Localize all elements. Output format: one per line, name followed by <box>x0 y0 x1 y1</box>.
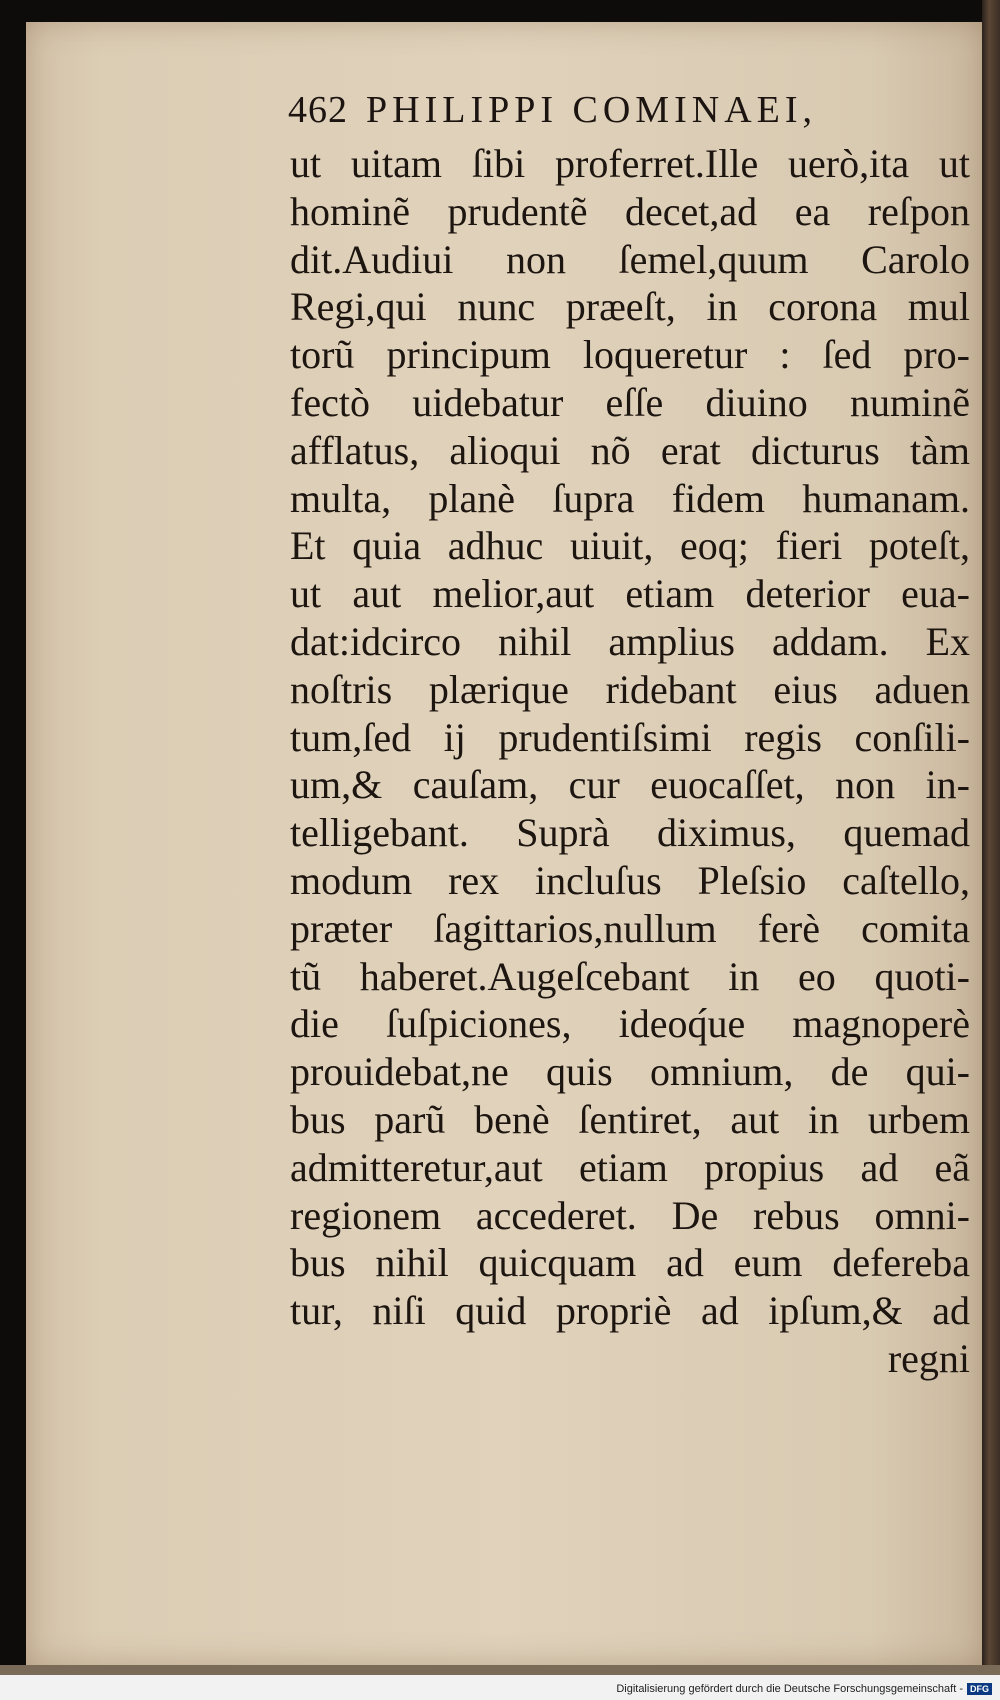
text-line: um,& cauſam, cur euocaſſet, non in- <box>290 762 970 808</box>
dfg-logo: DFG <box>967 1683 992 1695</box>
text-line: dit.Audiui non ſemel,quum Carolo <box>290 236 970 282</box>
text-line: torũ principum loqueretur : ſed pro- <box>290 332 970 378</box>
text-line: regionem accederet. De rebus omni- <box>290 1192 970 1238</box>
book-binding-edge <box>982 0 1000 1700</box>
text-line: Regi,qui nunc præeſt, in corona mul <box>290 284 970 330</box>
text-line: præter ſagittarios,nullum ferè comita <box>290 905 970 951</box>
body-text <box>290 140 970 1383</box>
text-line: prouidebat,ne quis omnium, de qui- <box>290 1049 970 1095</box>
text-line: hominẽ prudentẽ decet,ad ea reſpon <box>290 188 970 234</box>
text-line: bus parũ benè ſentiret, aut in urbem <box>290 1096 970 1142</box>
credit-text: Digitalisierung gefördert durch die Deutsche Forschungsgemeinschaft - <box>616 1683 963 1695</box>
catchword: regni <box>887 1335 970 1381</box>
text-line: tum,ſed ij prudentiſsimi regis conſili- <box>290 714 970 760</box>
text-line: afflatus, alioqui nõ erat dicturus tàm <box>290 427 970 473</box>
text-line: noſtris plærique ridebant eius aduen <box>290 666 970 712</box>
text-line: tũ haberet.Augeſcebant in eo quoti- <box>290 953 970 999</box>
text-line: telligebant. Suprà diximus, quemad <box>290 810 970 856</box>
text-line: ut uitam ſibi proferret.Ille uerò,ita ut <box>290 141 970 186</box>
text-line: fectò uidebatur eſſe diuino numinẽ <box>290 379 970 425</box>
page-number: 462 <box>288 89 348 131</box>
page-header <box>288 88 908 138</box>
text-line: multa, planè ſupra fidem humanam. <box>290 475 970 521</box>
text-line: die ſuſpiciones, ideoq́ue magnoperè <box>290 1001 970 1047</box>
digitization-credit <box>600 1681 992 1697</box>
text-line: admitteretur,aut etiam propius ad eã <box>290 1144 970 1190</box>
text-line: Et quia adhuc uiuit, eoq; fieri poteſt, <box>290 523 970 569</box>
text-line: dat:idcirco nihil amplius addam. Ex <box>290 618 970 664</box>
text-line: ut aut melior,aut etiam deterior eua- <box>290 571 970 617</box>
text-line: modum rex incluſus Pleſsio caſtello, <box>290 857 970 903</box>
running-title: PHILIPPI COMINAEI, <box>366 89 817 131</box>
text-line: bus nihil quicquam ad eum defereba <box>290 1240 970 1286</box>
text-line: tur, niſi quid propriè ad ipſum,& ad <box>290 1288 970 1334</box>
